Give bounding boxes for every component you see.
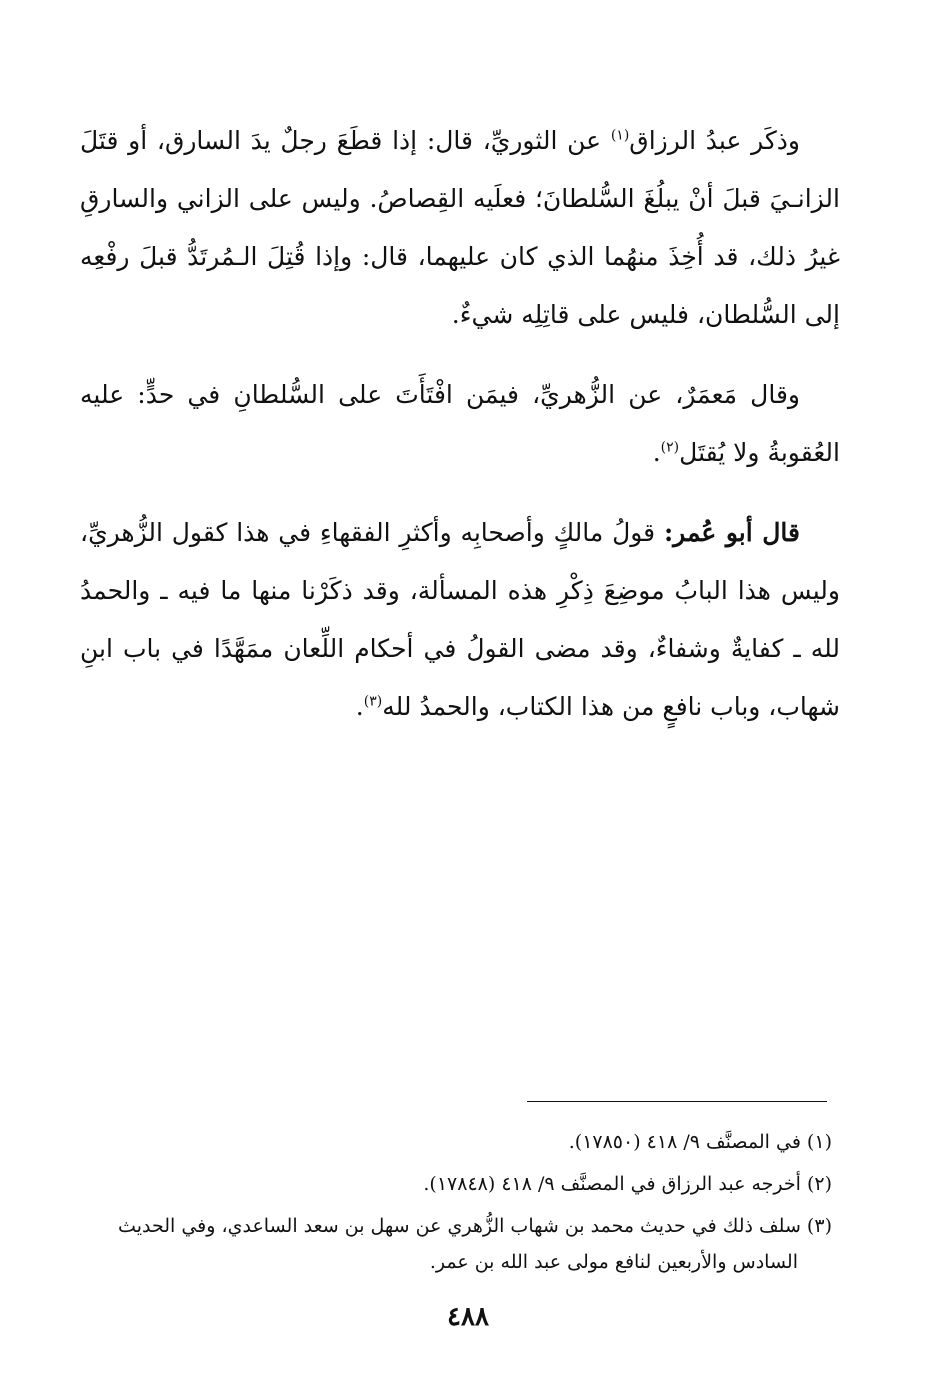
speaker-label: قال أبو عُمر:: [663, 518, 800, 547]
footnote-ref-1: (١): [610, 127, 630, 144]
paragraph-1-text-a: وذكَر عبدُ الرزاق: [629, 126, 800, 155]
footnote-ref-3: (٣): [363, 693, 383, 710]
paragraph-3: [80, 504, 840, 736]
footnote-3-text: (٣) سلف ذلك في حديث محمد بن شهاب الزُّهري عن سهل بن سعد الساعدي، وفي الحديث: [118, 1215, 832, 1237]
paragraph-2-text-a: وقال مَعمَرٌ، عن الزُّهريِّ، فيمَن افْتَأَتَ على السُّلطانِ في حدٍّ: عليه العُقوبةُ ولا يُقتَل: [80, 380, 840, 467]
paragraph-2: [80, 366, 840, 482]
paragraph-2-text-b: .: [652, 438, 661, 467]
footnote-ref-2: (٢): [660, 439, 680, 456]
footnotes: [90, 1124, 832, 1280]
paragraph-1-text-b: عن الثوريِّ، قال: إذا قطَعَ رجلٌ يدَ السارق، أو قتَلَ الزانـيَ قبلَ أنْ يبلُغَ السُّلطانَ؛ فعلَيه القِصاصُ. وليس على الزاني والسارقِ غيرُ ذلك، قد أُخِذَ منهُما الذي كان عليهما، قال: وإذا قُتِلَ الـمُرتَدُّ قبلَ رفْعِه إلى السُّلطان، فليس على قاتِلِه شيءٌ.: [80, 126, 840, 329]
paragraph-1: [80, 112, 840, 344]
footnote-1: (١) في المصنَّف ٩/ ٤١٨ (١٧٨٥٠).: [568, 1131, 832, 1153]
footnote-2: (٢) أخرجه عبد الرزاق في المصنَّف ٩/ ٤١٨ (١٧٨٤٨).: [423, 1173, 832, 1195]
footnote-divider: [527, 1101, 827, 1102]
footnote-3: [90, 1208, 832, 1280]
footnote-3-continuation: السادس والأربعين لنافع مولى عبد الله بن عمر.: [429, 1251, 798, 1273]
main-text: [80, 112, 840, 736]
paragraph-3-text-b: .: [355, 692, 364, 721]
paragraph-3-text-a: قولُ مالكٍ وأصحابِه وأكثرِ الفقهاءِ في هذا كقول الزُّهريِّ، وليس هذا البابُ موضِعَ ذِكْرِ هذه المسألة، وقد ذكَرْنا منها ما فيه ـ والحمدُ لله ـ كفايةٌ وشفاءٌ، وقد مضى القولُ في أحكام اللِّعان ممَهَّدًا في باب ابنِ شهاب، وباب نافعٍ من هذا الكتاب، والحمدُ لله: [80, 518, 840, 721]
page-number: ٤٨٨: [447, 1302, 489, 1332]
